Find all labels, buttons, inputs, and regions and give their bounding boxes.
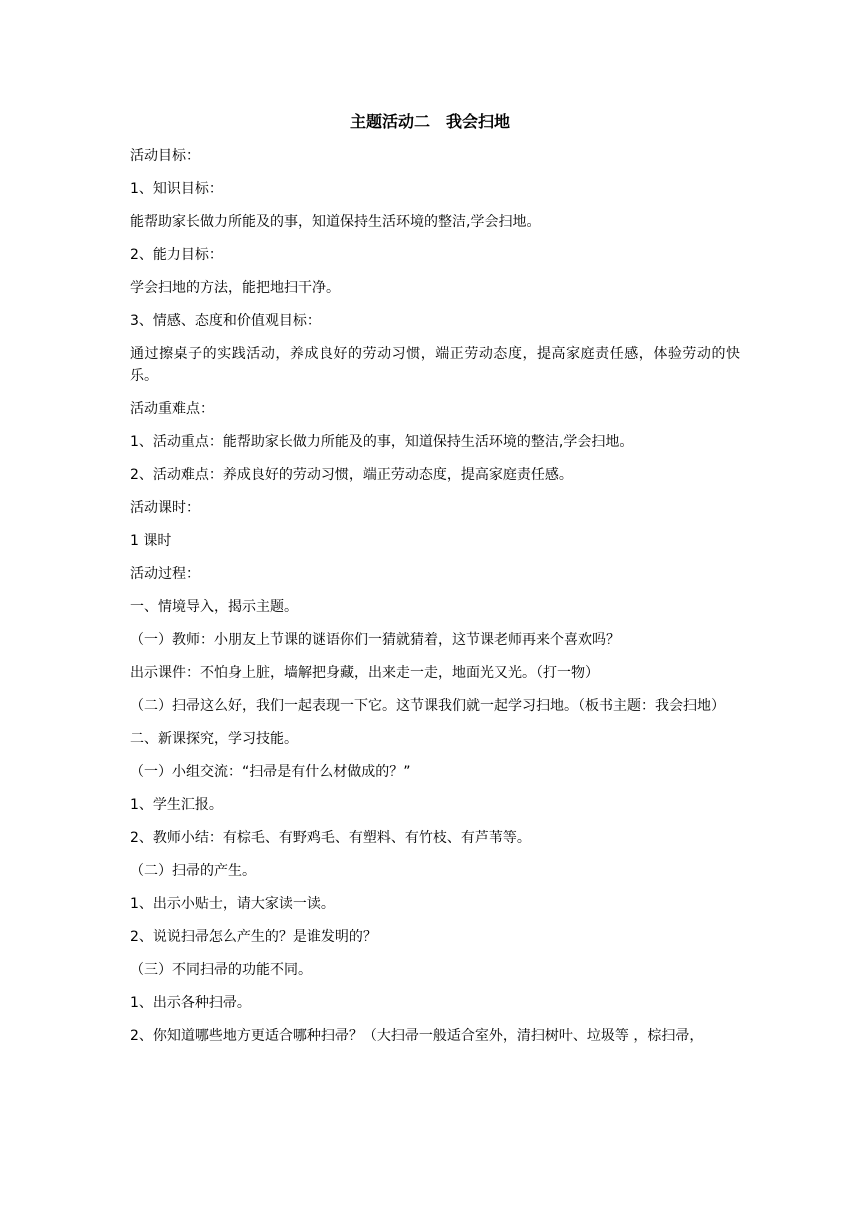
paragraph: 活动重难点： [130, 401, 214, 417]
paragraph: （一）教师：小朋友上节课的谜语你们一猜就猜着，这节课老师再来个喜欢吗？ [130, 632, 620, 648]
paragraph: 2、能力目标： [130, 247, 223, 263]
paragraph: 2、说说扫帚怎么产生的？是谁发明的？ [130, 929, 377, 945]
document-body [130, 145, 740, 1058]
paragraph: （二）扫帚的产生。 [130, 863, 256, 879]
paragraph: 活动课时： [130, 500, 200, 516]
paragraph: 2、你知道哪些地方更适合哪种扫帚？（大扫帚一般适合室外，清扫树叶、垃圾等 ，棕扫帚， [130, 1028, 704, 1044]
paragraph: 2、教师小结：有棕毛、有野鸡毛、有塑料、有竹枝、有芦苇等。 [130, 830, 531, 846]
paragraph: 活动目标： [130, 148, 200, 164]
paragraph: 1、学生汇报。 [130, 797, 223, 813]
paragraph: （三）不同扫帚的功能不同。 [130, 962, 312, 978]
paragraph: 1、知识目标： [130, 181, 223, 197]
paragraph: 一、情境导入，揭示主题。 [130, 599, 298, 615]
paragraph: 二、新课探究，学习技能。 [130, 731, 298, 747]
paragraph: 1、出示各种扫帚。 [130, 995, 251, 1011]
paragraph: 1、活动重点：能帮助家长做力所能及的事，知道保持生活环境的整洁,学会扫地。 [130, 434, 634, 450]
paragraph: 能帮助家长做力所能及的事，知道保持生活环境的整洁,学会扫地。 [130, 214, 541, 230]
paragraph: 2、活动难点：养成良好的劳动习惯，端正劳动态度，提高家庭责任感。 [130, 467, 573, 483]
paragraph: （二）扫帚这么好，我们一起表现一下它。这节课我们就一起学习扫地。（板书主题：我会扫地） [130, 698, 725, 714]
document-title: 主题活动二 我会扫地 [349, 112, 510, 131]
paragraph: 1 课时 [130, 533, 172, 549]
paragraph: 学会扫地的方法，能把地扫干净。 [130, 280, 340, 296]
paragraph: 1、出示小贴士，请大家读一读。 [130, 896, 335, 912]
paragraph: 3、情感、态度和价值观目标： [130, 313, 321, 329]
paragraph: 出示课件：不怕身上脏，墙解把身藏，出来走一走，地面光又光。（打一物） [130, 665, 599, 681]
paragraph: 活动过程： [130, 566, 200, 582]
paragraph: 通过擦桌子的实践活动，养成良好的劳动习惯，端正劳动态度，提高家庭责任感，体验劳动的快乐。 [130, 346, 740, 384]
paragraph: （一）小组交流：“扫帚是有什么材做成的？” [130, 764, 411, 780]
